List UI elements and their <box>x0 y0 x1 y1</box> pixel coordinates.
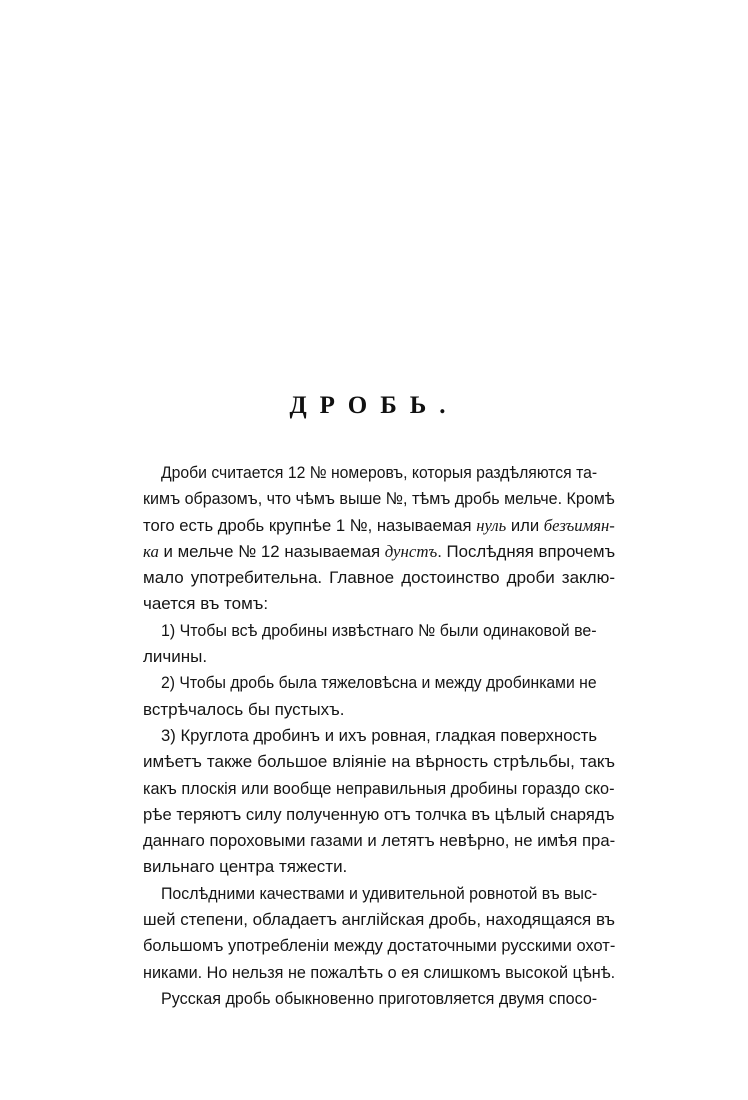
line-text: рѣе теряютъ силу полученную отъ толчка въ цѣлый снарядъ <box>143 804 615 824</box>
line-text: какъ плоскія или вообще неправильныя дробины гораздо ско- <box>143 778 615 798</box>
text-line <box>143 644 615 670</box>
line-text: 2) Чтобы дробь была тяжеловѣсна и между дробинками не <box>161 673 597 693</box>
line-text <box>143 513 615 539</box>
list-item-2 <box>143 670 615 696</box>
text-line <box>143 960 615 986</box>
text-line <box>143 539 615 565</box>
text-line <box>143 854 615 880</box>
italic-term-bezymyanka: безъимян- <box>543 515 615 535</box>
paragraph-start <box>143 881 615 907</box>
line-text: вильнаго центра тяжести. <box>143 857 348 877</box>
line-text: 3) Круглота дробинъ и ихъ ровная, гладкая поверхность <box>161 725 598 745</box>
text-run: или <box>506 515 544 535</box>
text-line <box>143 697 615 723</box>
list-item-1 <box>143 618 615 644</box>
line-text: личины. <box>143 647 208 667</box>
text-line <box>143 460 615 486</box>
text-line <box>143 776 615 802</box>
line-text: большомъ употребленіи между достаточными русскими охот- <box>143 936 616 956</box>
text-run: . Послѣдняя впрочемъ <box>437 541 616 561</box>
text-line <box>143 513 615 539</box>
text-line <box>143 828 615 854</box>
text-run: и мельче № 12 называемая <box>158 541 385 561</box>
line-text: встрѣчалось бы пустыхъ. <box>143 699 345 719</box>
line-text: никами. Но нельзя не пожалѣть о ея слишкомъ высокой цѣнѣ. <box>143 962 616 982</box>
text-line <box>143 565 615 591</box>
text-run: того есть дробь крупнѣе 1 №, называемая <box>143 515 477 535</box>
text-line <box>143 933 615 959</box>
line-text <box>143 539 615 565</box>
line-text: шей степени, обладаетъ англійская дробь, находящаяся въ <box>143 910 616 930</box>
line-text: имѣетъ также большое вліяніе на вѣрность стрѣльбы, такъ <box>143 752 615 772</box>
body-text <box>143 460 615 1012</box>
line-text: Послѣдними качествами и удивительной ровнотой въ выс- <box>161 883 598 903</box>
italic-term-bezymyanka-end: ка <box>143 541 159 561</box>
text-line <box>143 749 615 775</box>
line-text: мало употребительна. Главное достоинство дроби заклю- <box>143 568 615 588</box>
text-line <box>143 486 615 512</box>
line-text: Дроби считается 12 № номеровъ, которыя раздѣляются та- <box>161 463 598 482</box>
paragraph-start <box>143 986 615 1012</box>
italic-term-dunst: дунстъ <box>384 541 438 561</box>
text-line <box>143 802 615 828</box>
text-line <box>143 591 615 617</box>
italic-term-nul: нуль <box>476 515 507 535</box>
line-text: 1) Чтобы всѣ дробины извѣстнаго № были одинаковой ве- <box>161 620 597 640</box>
line-text: кимъ образомъ, что чѣмъ выше №, тѣмъ дробь мельче. Кромѣ <box>143 489 615 509</box>
line-text: даннаго пороховыми газами и летятъ невѣрно, не имѣя пра- <box>143 831 616 851</box>
line-text: Русская дробь обыкновенно приготовляется двумя спосо- <box>161 988 598 1008</box>
list-item-3 <box>143 723 615 749</box>
text-line <box>143 907 615 933</box>
line-text: чается въ томъ: <box>143 594 269 614</box>
chapter-title: ДРОБЬ. <box>289 392 459 419</box>
